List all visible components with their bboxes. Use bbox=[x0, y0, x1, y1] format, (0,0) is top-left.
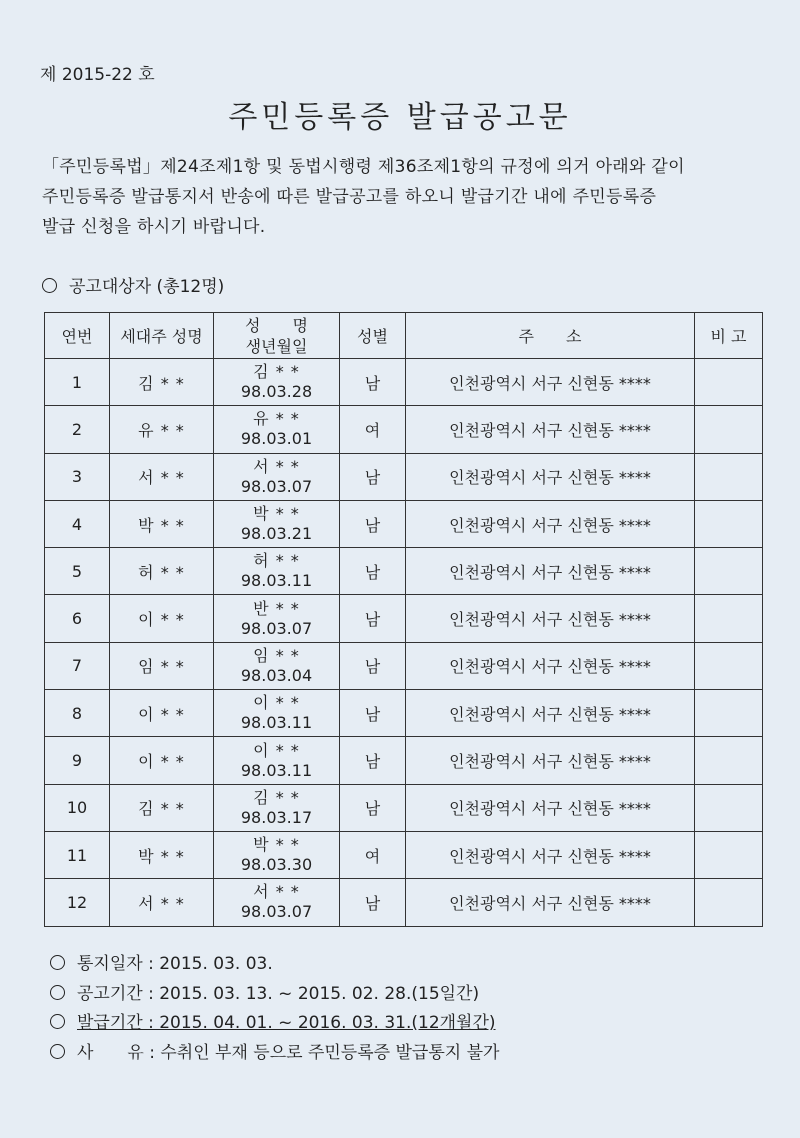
detail-notice-date bbox=[50, 950, 499, 980]
cell-birth: 98.03.21 bbox=[240, 524, 313, 544]
cell-name: 박 * * bbox=[253, 835, 300, 855]
cell-name: 서 * * bbox=[253, 456, 300, 476]
cell-address: 인천광역시 서구 신현동 **** bbox=[406, 737, 695, 784]
cell-name: 임 * * bbox=[253, 645, 300, 665]
cell-householder: 이 * * bbox=[110, 737, 214, 784]
cell-gender: 남 bbox=[340, 737, 406, 784]
cell-address: 인천광역시 서구 신현동 **** bbox=[406, 595, 695, 642]
cell-householder: 김 * * bbox=[110, 784, 214, 831]
table-row bbox=[45, 595, 763, 642]
document-number: 제 2015-22 호 bbox=[40, 65, 155, 85]
cell-householder: 이 * * bbox=[110, 595, 214, 642]
cell-gender: 여 bbox=[340, 406, 406, 453]
cell-no: 11 bbox=[45, 831, 110, 878]
circle-bullet-icon bbox=[50, 955, 65, 970]
cell-address: 인천광역시 서구 신현동 **** bbox=[406, 642, 695, 689]
cell-birth: 98.03.07 bbox=[240, 476, 313, 496]
cell-remarks bbox=[695, 548, 763, 595]
cell-no: 3 bbox=[45, 453, 110, 500]
cell-gender: 남 bbox=[340, 548, 406, 595]
header-name: 성 명 bbox=[245, 315, 308, 335]
cell-name-birth bbox=[214, 595, 340, 642]
cell-gender: 남 bbox=[340, 453, 406, 500]
intro-line: 발급 신청을 하시기 바랍니다. bbox=[42, 217, 266, 237]
cell-address: 인천광역시 서구 신현동 **** bbox=[406, 548, 695, 595]
circle-bullet-icon bbox=[42, 278, 57, 293]
cell-remarks bbox=[695, 879, 763, 926]
table-row bbox=[45, 500, 763, 547]
cell-birth: 98.03.04 bbox=[240, 665, 313, 685]
cell-address: 인천광역시 서구 신현동 **** bbox=[406, 784, 695, 831]
table-row bbox=[45, 453, 763, 500]
table-row bbox=[45, 737, 763, 784]
cell-no: 10 bbox=[45, 784, 110, 831]
cell-remarks bbox=[695, 500, 763, 547]
circle-bullet-icon bbox=[50, 1044, 65, 1059]
cell-name-birth bbox=[214, 406, 340, 453]
cell-householder: 서 * * bbox=[110, 453, 214, 500]
cell-remarks bbox=[695, 690, 763, 737]
intro-line: 주민등록증 발급통지서 반송에 따른 발급공고를 하오니 발급기간 내에 주민등록증 bbox=[42, 187, 657, 207]
cell-name: 서 * * bbox=[253, 882, 300, 902]
cell-birth: 98.03.17 bbox=[240, 807, 313, 827]
cell-no: 6 bbox=[45, 595, 110, 642]
cell-no: 4 bbox=[45, 500, 110, 547]
detail-text: 발급기간 : 2015. 04. 01. ~ 2016. 03. 31.(12개월간) bbox=[77, 1013, 496, 1033]
cell-remarks bbox=[695, 595, 763, 642]
cell-no: 8 bbox=[45, 690, 110, 737]
detail-notice-period bbox=[50, 980, 499, 1010]
table-row bbox=[45, 642, 763, 689]
cell-householder: 서 * * bbox=[110, 879, 214, 926]
cell-birth: 98.03.07 bbox=[240, 618, 313, 638]
cell-remarks bbox=[695, 642, 763, 689]
cell-name-birth bbox=[214, 690, 340, 737]
cell-address: 인천광역시 서구 신현동 **** bbox=[406, 406, 695, 453]
section-heading bbox=[42, 272, 224, 297]
cell-no: 12 bbox=[45, 879, 110, 926]
cell-name-birth bbox=[214, 831, 340, 878]
table-row bbox=[45, 406, 763, 453]
cell-address: 인천광역시 서구 신현동 **** bbox=[406, 831, 695, 878]
detail-text: 공고기간 : 2015. 03. 13. ~ 2015. 02. 28.(15일간) bbox=[77, 983, 480, 1004]
cell-name: 반 * * bbox=[253, 598, 300, 618]
cell-gender: 남 bbox=[340, 595, 406, 642]
cell-birth: 98.03.01 bbox=[240, 429, 313, 449]
cell-gender: 여 bbox=[340, 831, 406, 878]
cell-name: 이 * * bbox=[253, 693, 300, 713]
table-row bbox=[45, 690, 763, 737]
cell-householder: 임 * * bbox=[110, 642, 214, 689]
header-address: 주 소 bbox=[406, 313, 695, 359]
cell-householder: 박 * * bbox=[110, 831, 214, 878]
cell-remarks bbox=[695, 737, 763, 784]
table-row bbox=[45, 831, 763, 878]
cell-name: 박 * * bbox=[253, 504, 300, 524]
cell-address: 인천광역시 서구 신현동 **** bbox=[406, 453, 695, 500]
cell-no: 7 bbox=[45, 642, 110, 689]
cell-remarks bbox=[695, 784, 763, 831]
cell-no: 9 bbox=[45, 737, 110, 784]
target-list-table bbox=[44, 312, 763, 927]
cell-birth: 98.03.11 bbox=[240, 713, 313, 733]
cell-birth: 98.03.11 bbox=[240, 760, 313, 780]
cell-name: 유 * * bbox=[253, 409, 300, 429]
cell-name: 김 * * bbox=[253, 787, 300, 807]
circle-bullet-icon bbox=[50, 985, 65, 1000]
header-gender: 성별 bbox=[340, 313, 406, 359]
cell-gender: 남 bbox=[340, 784, 406, 831]
detail-text: 사 유 : 수취인 부재 등으로 주민등록증 발급통지 불가 bbox=[77, 1042, 500, 1063]
cell-name-birth bbox=[214, 359, 340, 406]
cell-birth: 98.03.28 bbox=[240, 382, 313, 402]
detail-text: 통지일자 : 2015. 03. 03. bbox=[77, 954, 273, 974]
cell-householder: 박 * * bbox=[110, 500, 214, 547]
table-row bbox=[45, 784, 763, 831]
cell-no: 2 bbox=[45, 406, 110, 453]
cell-name-birth bbox=[214, 453, 340, 500]
intro-paragraph bbox=[42, 152, 772, 242]
cell-name-birth bbox=[214, 642, 340, 689]
header-remarks: 비 고 bbox=[695, 313, 763, 359]
cell-name: 허 * * bbox=[253, 551, 300, 571]
cell-gender: 남 bbox=[340, 359, 406, 406]
table-row bbox=[45, 359, 763, 406]
circle-bullet-icon bbox=[50, 1014, 65, 1029]
table-row bbox=[45, 879, 763, 926]
cell-gender: 남 bbox=[340, 879, 406, 926]
cell-name-birth bbox=[214, 784, 340, 831]
section-title: 공고대상자 (총12명) bbox=[69, 277, 225, 297]
cell-no: 5 bbox=[45, 548, 110, 595]
detail-reason bbox=[50, 1039, 499, 1069]
cell-birth: 98.03.07 bbox=[240, 902, 313, 922]
cell-householder: 허 * * bbox=[110, 548, 214, 595]
cell-gender: 남 bbox=[340, 690, 406, 737]
header-birth: 생년월일 bbox=[245, 336, 308, 356]
page-title: 주민등록증 발급공고문 bbox=[228, 100, 572, 135]
cell-address: 인천광역시 서구 신현동 **** bbox=[406, 879, 695, 926]
table-header-row bbox=[45, 313, 763, 359]
cell-remarks bbox=[695, 831, 763, 878]
cell-name: 김 * * bbox=[253, 362, 300, 382]
cell-gender: 남 bbox=[340, 500, 406, 547]
cell-birth: 98.03.30 bbox=[240, 855, 313, 875]
cell-gender: 남 bbox=[340, 642, 406, 689]
header-no: 연번 bbox=[45, 313, 110, 359]
cell-remarks bbox=[695, 406, 763, 453]
intro-line: 「주민등록법」제24조제1항 및 동법시행령 제36조제1항의 규정에 의거 아래와 같이 bbox=[42, 157, 685, 177]
cell-remarks bbox=[695, 453, 763, 500]
cell-address: 인천광역시 서구 신현동 **** bbox=[406, 500, 695, 547]
cell-address: 인천광역시 서구 신현동 **** bbox=[406, 690, 695, 737]
cell-householder: 유 * * bbox=[110, 406, 214, 453]
cell-remarks bbox=[695, 359, 763, 406]
detail-issue-period bbox=[50, 1009, 499, 1039]
cell-name-birth bbox=[214, 548, 340, 595]
cell-householder: 이 * * bbox=[110, 690, 214, 737]
cell-no: 1 bbox=[45, 359, 110, 406]
cell-name-birth bbox=[214, 879, 340, 926]
cell-name-birth bbox=[214, 500, 340, 547]
notice-details bbox=[50, 950, 499, 1068]
cell-name-birth bbox=[214, 737, 340, 784]
header-householder: 세대주 성명 bbox=[110, 313, 214, 359]
cell-name: 이 * * bbox=[253, 740, 300, 760]
table-row bbox=[45, 548, 763, 595]
cell-birth: 98.03.11 bbox=[240, 571, 313, 591]
cell-address: 인천광역시 서구 신현동 **** bbox=[406, 359, 695, 406]
cell-householder: 김 * * bbox=[110, 359, 214, 406]
header-name-birth bbox=[214, 313, 340, 359]
